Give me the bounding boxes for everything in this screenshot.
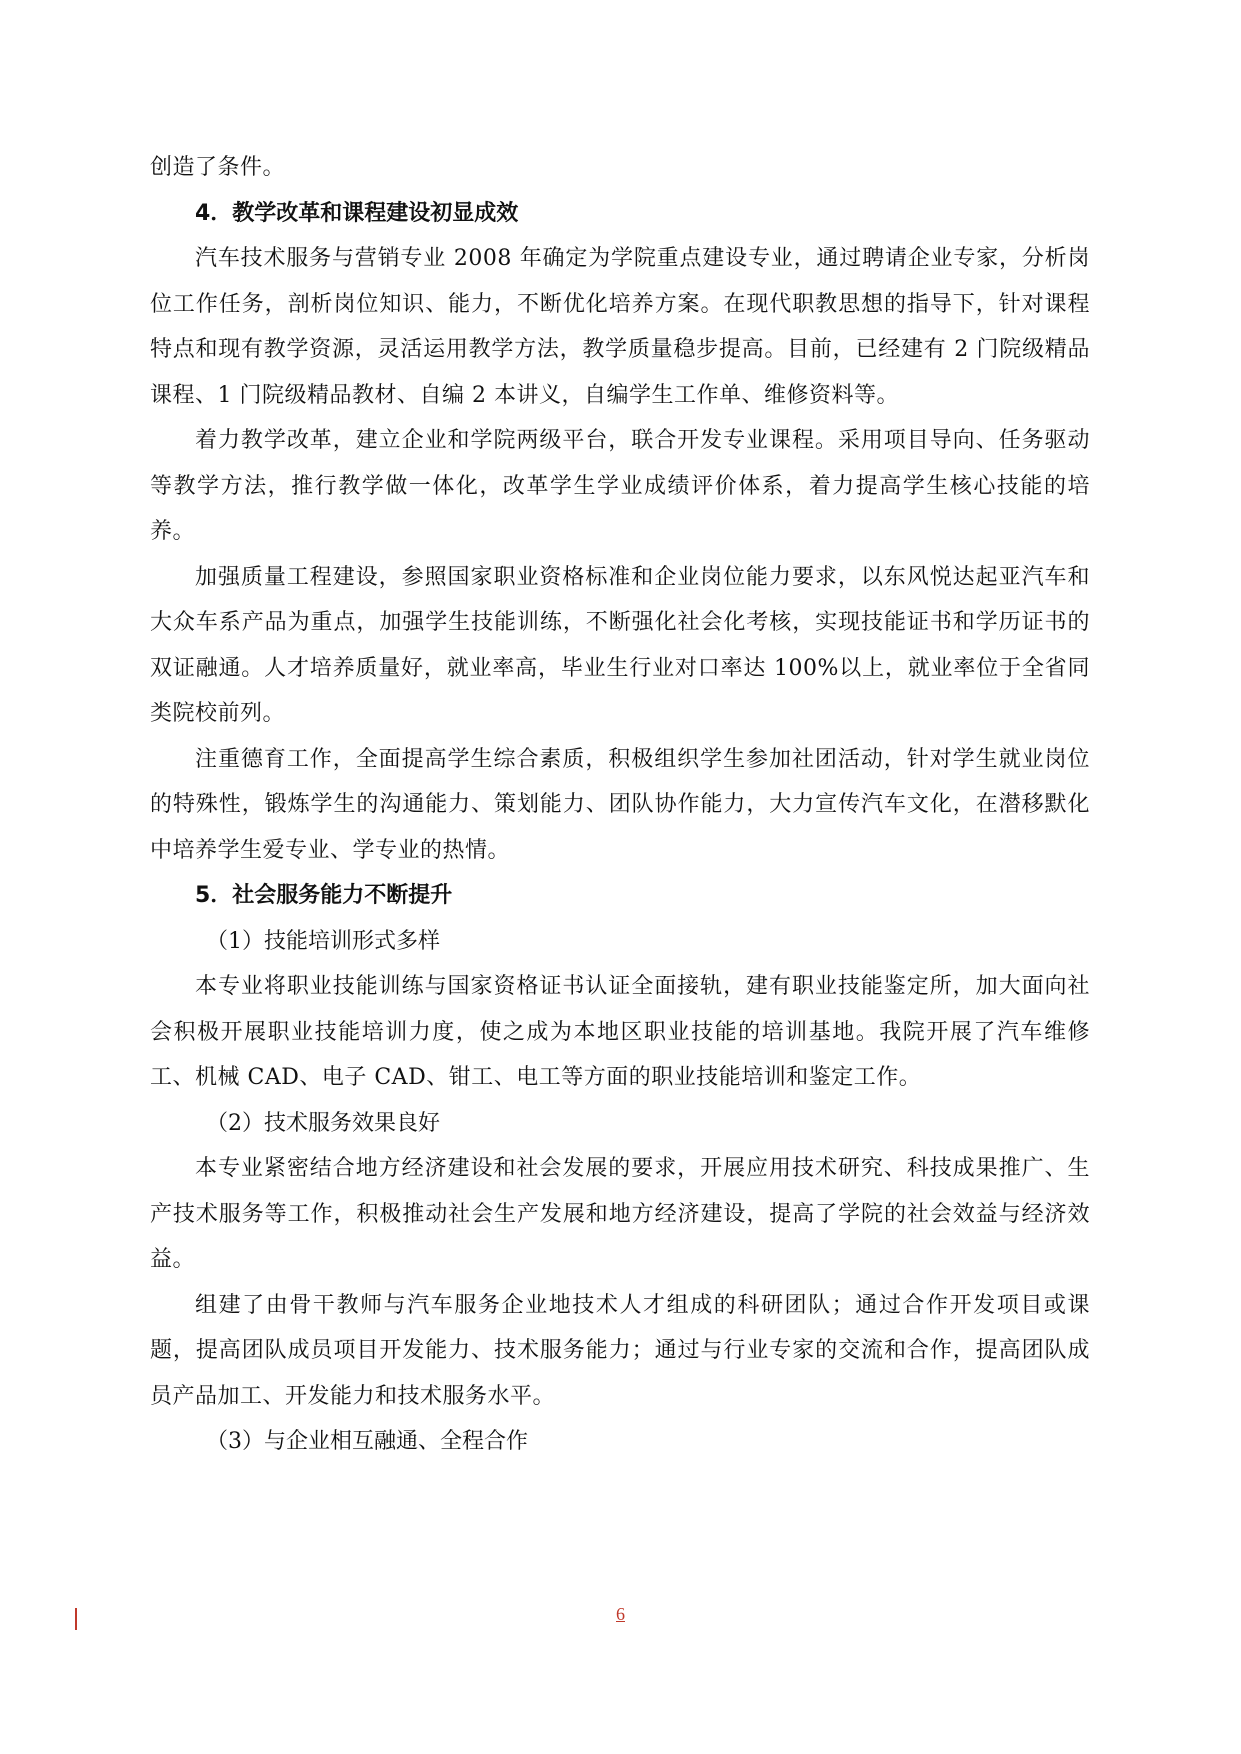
section-heading-5: 5．社会服务能力不断提升 — [195, 883, 453, 908]
subheading-skills-training: （1）技能培训形式多样 — [206, 928, 440, 954]
section-heading-4: 4．教学改革和课程建设初显成效 — [195, 200, 519, 226]
paragraph-skills-training: 本专业将职业技能训练与国家资格证书认证全面接轨，建有职业技能鉴定所，加大面向社会积极开展职业技能培训力度，使之成为本地区职业技能的培训基地。我院开展了汽车维修工、机械 CAD、电子 CAD、钳工、电工等方面的职业技能培训和鉴定工作。 — [150, 974, 1090, 1090]
paragraph-major-overview: 汽车技术服务与营销专业 2008 年确定为学院重点建设专业，通过聘请企业专家，分析岗位工作任务，剖析岗位知识、能力，不断优化培养方案。在现代职教思想的指导下，针对课程特点和现有教学资源，灵活运用教学方法，教学质量稳步提高。目前，已经建有 2 门院级精品课程、1 门院级精品教材、自编 2 本讲义，自编学生工作单、维修资料等。 — [150, 246, 1090, 408]
document-body — [150, 145, 1090, 1465]
subheading-technical-service: （2）技术服务效果良好 — [206, 1110, 440, 1136]
paragraph-quality-engineering: 加强质量工程建设，参照国家职业资格标准和企业岗位能力要求，以东风悦达起亚汽车和大众车系产品为重点，加强学生技能训练，不断强化社会化考核，实现技能证书和学历证书的双证融通。人才培养质量好，就业率高，毕业生行业对口率达 100%以上，就业率位于全省同类院校前列。 — [150, 564, 1090, 726]
paragraph-research-team: 组建了由骨干教师与汽车服务企业地技术人才组成的科研团队；通过合作开发项目或课题，提高团队成员项目开发能力、技术服务能力；通过与行业专家的交流和合作，提高团队成员产品加工、开发能力和技术服务水平。 — [150, 1292, 1090, 1409]
paragraph-teaching-reform: 着力教学改革，建立企业和学院两级平台，联合开发专业课程。采用项目导向、任务驱动等教学方法，推行教学做一体化，改革学生学业成绩评价体系，着力提高学生核心技能的培养。 — [150, 428, 1090, 544]
paragraph-technical-service: 本专业紧密结合地方经济建设和社会发展的要求，开展应用技术研究、科技成果推广、生产技术服务等工作，积极推动社会生产发展和地方经济建设，提高了学院的社会效益与经济效益。 — [150, 1156, 1090, 1272]
paragraph-continuation: 创造了条件。 — [150, 155, 286, 180]
paragraph-moral-education: 注重德育工作，全面提高学生综合素质，积极组织学生参加社团活动，针对学生就业岗位的特殊性，锻炼学生的沟通能力、策划能力、团队协作能力，大力宣传汽车文化，在潜移默化中培养学生爱专业、学专业的热情。 — [150, 746, 1090, 863]
subheading-enterprise-cooperation: （3）与企业相互融通、全程合作 — [206, 1429, 528, 1454]
page-number: 6 — [616, 1604, 625, 1624]
